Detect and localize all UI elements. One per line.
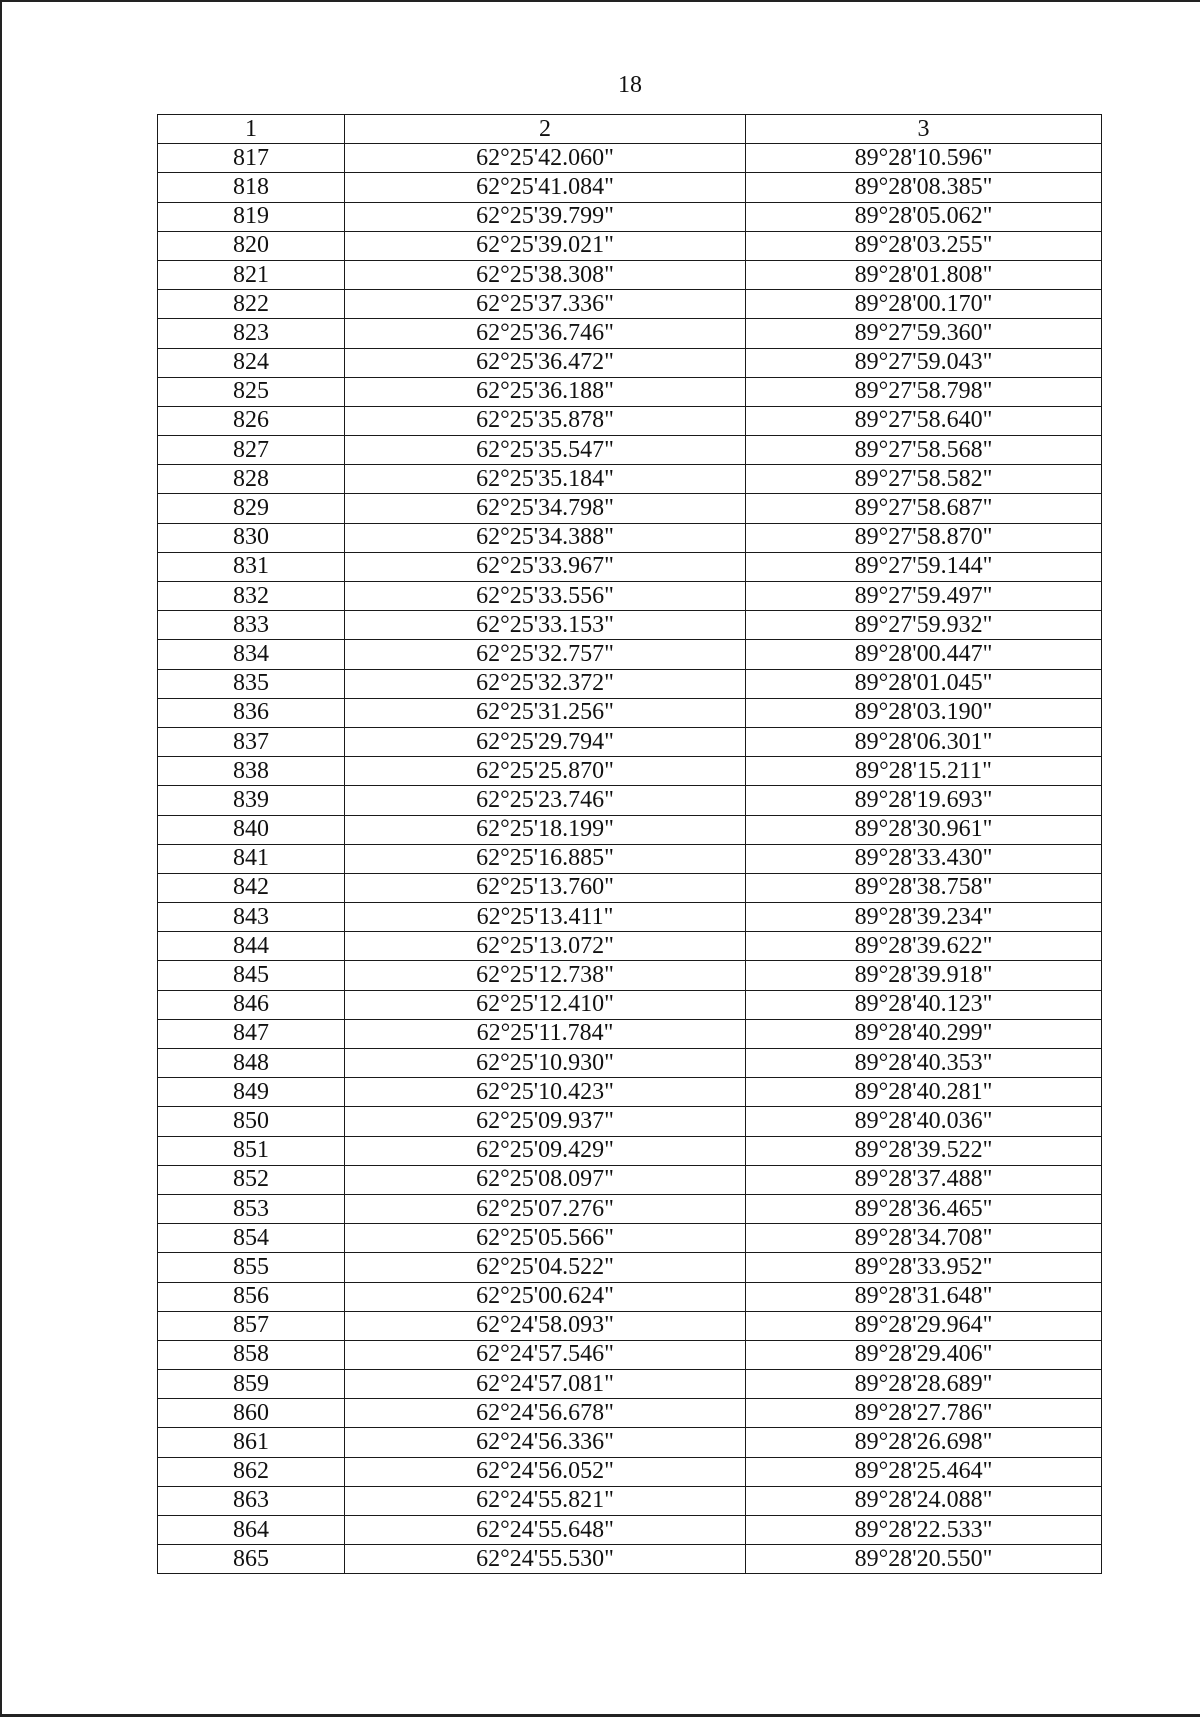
table-row [158, 319, 1102, 348]
table-row [158, 1311, 1102, 1340]
cell-longitude: 89°28'34.708" [746, 1224, 1102, 1253]
page-number: 18 [618, 72, 642, 98]
cell-longitude: 89°28'01.045" [746, 669, 1102, 698]
table-row [158, 727, 1102, 756]
cell-point-number: 838 [158, 757, 345, 786]
cell-latitude: 62°25'13.072" [345, 932, 746, 961]
cell-point-number: 820 [158, 231, 345, 260]
cell-latitude: 62°25'13.411" [345, 903, 746, 932]
cell-longitude: 89°27'58.870" [746, 523, 1102, 552]
cell-latitude: 62°25'13.760" [345, 873, 746, 902]
cell-longitude: 89°28'38.758" [746, 873, 1102, 902]
cell-longitude: 89°28'03.255" [746, 231, 1102, 260]
cell-latitude: 62°25'25.870" [345, 757, 746, 786]
cell-longitude: 89°27'58.798" [746, 377, 1102, 406]
table-row [158, 1457, 1102, 1486]
cell-latitude: 62°25'42.060" [345, 144, 746, 173]
cell-point-number: 851 [158, 1136, 345, 1165]
table-row [158, 1194, 1102, 1223]
cell-latitude: 62°25'12.738" [345, 961, 746, 990]
cell-point-number: 862 [158, 1457, 345, 1486]
cell-latitude: 62°25'05.566" [345, 1224, 746, 1253]
cell-latitude: 62°24'57.081" [345, 1370, 746, 1399]
coordinates-table [157, 114, 1102, 1574]
cell-longitude: 89°28'39.622" [746, 932, 1102, 961]
table-row [158, 1253, 1102, 1282]
cell-latitude: 62°24'55.821" [345, 1486, 746, 1515]
table-row [158, 202, 1102, 231]
table-row [158, 523, 1102, 552]
cell-point-number: 825 [158, 377, 345, 406]
cell-latitude: 62°24'57.546" [345, 1340, 746, 1369]
cell-point-number: 826 [158, 406, 345, 435]
table-row [158, 173, 1102, 202]
cell-latitude: 62°25'33.967" [345, 552, 746, 581]
cell-point-number: 837 [158, 727, 345, 756]
cell-point-number: 831 [158, 552, 345, 581]
cell-latitude: 62°25'10.423" [345, 1078, 746, 1107]
cell-longitude: 89°28'33.952" [746, 1253, 1102, 1282]
page-frame-top [0, 0, 1200, 2]
table-row [158, 1545, 1102, 1574]
cell-latitude: 62°25'32.372" [345, 669, 746, 698]
table-row [158, 990, 1102, 1019]
cell-longitude: 89°28'29.964" [746, 1311, 1102, 1340]
table-row [158, 436, 1102, 465]
cell-point-number: 850 [158, 1107, 345, 1136]
cell-point-number: 830 [158, 523, 345, 552]
table-row [158, 465, 1102, 494]
table-row [158, 844, 1102, 873]
table-row [158, 1370, 1102, 1399]
cell-longitude: 89°27'58.640" [746, 406, 1102, 435]
cell-longitude: 89°28'06.301" [746, 727, 1102, 756]
cell-latitude: 62°25'34.388" [345, 523, 746, 552]
cell-longitude: 89°27'59.043" [746, 348, 1102, 377]
cell-point-number: 819 [158, 202, 345, 231]
table-row [158, 290, 1102, 319]
cell-point-number: 836 [158, 698, 345, 727]
table-row [158, 873, 1102, 902]
cell-latitude: 62°25'35.184" [345, 465, 746, 494]
table-row [158, 260, 1102, 289]
table-row [158, 494, 1102, 523]
table-row [158, 1516, 1102, 1545]
cell-point-number: 839 [158, 786, 345, 815]
cell-longitude: 89°28'39.918" [746, 961, 1102, 990]
cell-latitude: 62°25'09.937" [345, 1107, 746, 1136]
table-row [158, 698, 1102, 727]
table-row [158, 582, 1102, 611]
cell-latitude: 62°25'07.276" [345, 1194, 746, 1223]
table-row [158, 903, 1102, 932]
cell-point-number: 822 [158, 290, 345, 319]
cell-latitude: 62°24'56.052" [345, 1457, 746, 1486]
cell-point-number: 834 [158, 640, 345, 669]
cell-longitude: 89°27'59.144" [746, 552, 1102, 581]
header-cell-longitude: 3 [746, 115, 1102, 144]
table-row [158, 231, 1102, 260]
table-row [158, 348, 1102, 377]
cell-longitude: 89°28'30.961" [746, 815, 1102, 844]
cell-latitude: 62°25'39.799" [345, 202, 746, 231]
cell-longitude: 89°28'10.596" [746, 144, 1102, 173]
table-row [158, 1224, 1102, 1253]
cell-point-number: 845 [158, 961, 345, 990]
table-row [158, 1107, 1102, 1136]
cell-longitude: 89°27'59.497" [746, 582, 1102, 611]
table-row [158, 144, 1102, 173]
cell-latitude: 62°24'56.678" [345, 1399, 746, 1428]
cell-point-number: 854 [158, 1224, 345, 1253]
cell-latitude: 62°25'04.522" [345, 1253, 746, 1282]
cell-latitude: 62°25'35.547" [345, 436, 746, 465]
cell-point-number: 847 [158, 1019, 345, 1048]
cell-longitude: 89°28'39.522" [746, 1136, 1102, 1165]
header-cell-point-number: 1 [158, 115, 345, 144]
cell-longitude: 89°28'27.786" [746, 1399, 1102, 1428]
cell-longitude: 89°28'15.211" [746, 757, 1102, 786]
cell-point-number: 852 [158, 1165, 345, 1194]
cell-point-number: 824 [158, 348, 345, 377]
table-row [158, 786, 1102, 815]
cell-point-number: 846 [158, 990, 345, 1019]
cell-longitude: 89°28'29.406" [746, 1340, 1102, 1369]
cell-point-number: 828 [158, 465, 345, 494]
cell-longitude: 89°28'00.170" [746, 290, 1102, 319]
table-row [158, 1486, 1102, 1515]
cell-point-number: 821 [158, 260, 345, 289]
cell-point-number: 835 [158, 669, 345, 698]
cell-longitude: 89°28'00.447" [746, 640, 1102, 669]
table-row [158, 1078, 1102, 1107]
cell-longitude: 89°27'58.582" [746, 465, 1102, 494]
cell-latitude: 62°25'36.746" [345, 319, 746, 348]
cell-latitude: 62°25'38.308" [345, 260, 746, 289]
cell-latitude: 62°25'32.757" [345, 640, 746, 669]
cell-latitude: 62°25'33.153" [345, 611, 746, 640]
cell-point-number: 840 [158, 815, 345, 844]
cell-latitude: 62°25'31.256" [345, 698, 746, 727]
cell-latitude: 62°25'11.784" [345, 1019, 746, 1048]
cell-longitude: 89°28'05.062" [746, 202, 1102, 231]
cell-point-number: 860 [158, 1399, 345, 1428]
cell-latitude: 62°25'18.199" [345, 815, 746, 844]
cell-point-number: 858 [158, 1340, 345, 1369]
cell-point-number: 818 [158, 173, 345, 202]
cell-point-number: 843 [158, 903, 345, 932]
cell-latitude: 62°25'36.188" [345, 377, 746, 406]
cell-point-number: 817 [158, 144, 345, 173]
table-row [158, 377, 1102, 406]
cell-latitude: 62°25'41.084" [345, 173, 746, 202]
cell-latitude: 62°25'29.794" [345, 727, 746, 756]
cell-latitude: 62°24'55.530" [345, 1545, 746, 1574]
table-row [158, 1340, 1102, 1369]
cell-point-number: 827 [158, 436, 345, 465]
cell-longitude: 89°28'01.808" [746, 260, 1102, 289]
cell-latitude: 62°25'37.336" [345, 290, 746, 319]
cell-latitude: 62°25'36.472" [345, 348, 746, 377]
cell-longitude: 89°28'39.234" [746, 903, 1102, 932]
cell-longitude: 89°28'25.464" [746, 1457, 1102, 1486]
table-row [158, 1399, 1102, 1428]
table-row [158, 961, 1102, 990]
cell-longitude: 89°28'03.190" [746, 698, 1102, 727]
cell-longitude: 89°27'59.360" [746, 319, 1102, 348]
cell-point-number: 855 [158, 1253, 345, 1282]
cell-point-number: 849 [158, 1078, 345, 1107]
cell-latitude: 62°25'09.429" [345, 1136, 746, 1165]
table-row [158, 640, 1102, 669]
cell-latitude: 62°24'58.093" [345, 1311, 746, 1340]
cell-latitude: 62°25'00.624" [345, 1282, 746, 1311]
table-row [158, 757, 1102, 786]
table-header [158, 115, 1102, 144]
cell-longitude: 89°27'58.687" [746, 494, 1102, 523]
cell-point-number: 861 [158, 1428, 345, 1457]
cell-longitude: 89°28'19.693" [746, 786, 1102, 815]
page-frame-left [0, 0, 2, 1717]
cell-point-number: 832 [158, 582, 345, 611]
cell-point-number: 857 [158, 1311, 345, 1340]
cell-point-number: 853 [158, 1194, 345, 1223]
table-row [158, 1136, 1102, 1165]
cell-latitude: 62°25'12.410" [345, 990, 746, 1019]
table-body [158, 144, 1102, 1574]
cell-point-number: 833 [158, 611, 345, 640]
table-row [158, 406, 1102, 435]
cell-longitude: 89°28'36.465" [746, 1194, 1102, 1223]
cell-longitude: 89°28'24.088" [746, 1486, 1102, 1515]
cell-longitude: 89°28'33.430" [746, 844, 1102, 873]
cell-longitude: 89°28'40.281" [746, 1078, 1102, 1107]
cell-point-number: 863 [158, 1486, 345, 1515]
cell-longitude: 89°27'58.568" [746, 436, 1102, 465]
cell-longitude: 89°28'40.353" [746, 1049, 1102, 1078]
header-row [158, 115, 1102, 144]
cell-longitude: 89°28'40.299" [746, 1019, 1102, 1048]
cell-longitude: 89°28'31.648" [746, 1282, 1102, 1311]
table-row [158, 1049, 1102, 1078]
cell-point-number: 842 [158, 873, 345, 902]
cell-longitude: 89°28'22.533" [746, 1516, 1102, 1545]
cell-point-number: 848 [158, 1049, 345, 1078]
table-row [158, 1428, 1102, 1457]
cell-longitude: 89°28'40.123" [746, 990, 1102, 1019]
header-cell-latitude: 2 [345, 115, 746, 144]
cell-longitude: 89°28'26.698" [746, 1428, 1102, 1457]
cell-longitude: 89°27'59.932" [746, 611, 1102, 640]
cell-longitude: 89°28'37.488" [746, 1165, 1102, 1194]
cell-point-number: 841 [158, 844, 345, 873]
cell-latitude: 62°24'55.648" [345, 1516, 746, 1545]
cell-latitude: 62°25'23.746" [345, 786, 746, 815]
cell-longitude: 89°28'40.036" [746, 1107, 1102, 1136]
cell-point-number: 829 [158, 494, 345, 523]
cell-point-number: 844 [158, 932, 345, 961]
cell-latitude: 62°25'10.930" [345, 1049, 746, 1078]
cell-latitude: 62°25'08.097" [345, 1165, 746, 1194]
cell-point-number: 856 [158, 1282, 345, 1311]
cell-latitude: 62°25'35.878" [345, 406, 746, 435]
table-row [158, 669, 1102, 698]
cell-latitude: 62°25'34.798" [345, 494, 746, 523]
cell-longitude: 89°28'20.550" [746, 1545, 1102, 1574]
cell-point-number: 823 [158, 319, 345, 348]
cell-point-number: 859 [158, 1370, 345, 1399]
table-row [158, 611, 1102, 640]
cell-latitude: 62°25'39.021" [345, 231, 746, 260]
cell-latitude: 62°25'33.556" [345, 582, 746, 611]
table-row [158, 552, 1102, 581]
table-row [158, 815, 1102, 844]
table-row [158, 1165, 1102, 1194]
cell-longitude: 89°28'28.689" [746, 1370, 1102, 1399]
cell-longitude: 89°28'08.385" [746, 173, 1102, 202]
table-row [158, 1282, 1102, 1311]
table-row [158, 932, 1102, 961]
cell-latitude: 62°24'56.336" [345, 1428, 746, 1457]
table-row [158, 1019, 1102, 1048]
cell-latitude: 62°25'16.885" [345, 844, 746, 873]
cell-point-number: 865 [158, 1545, 345, 1574]
cell-point-number: 864 [158, 1516, 345, 1545]
